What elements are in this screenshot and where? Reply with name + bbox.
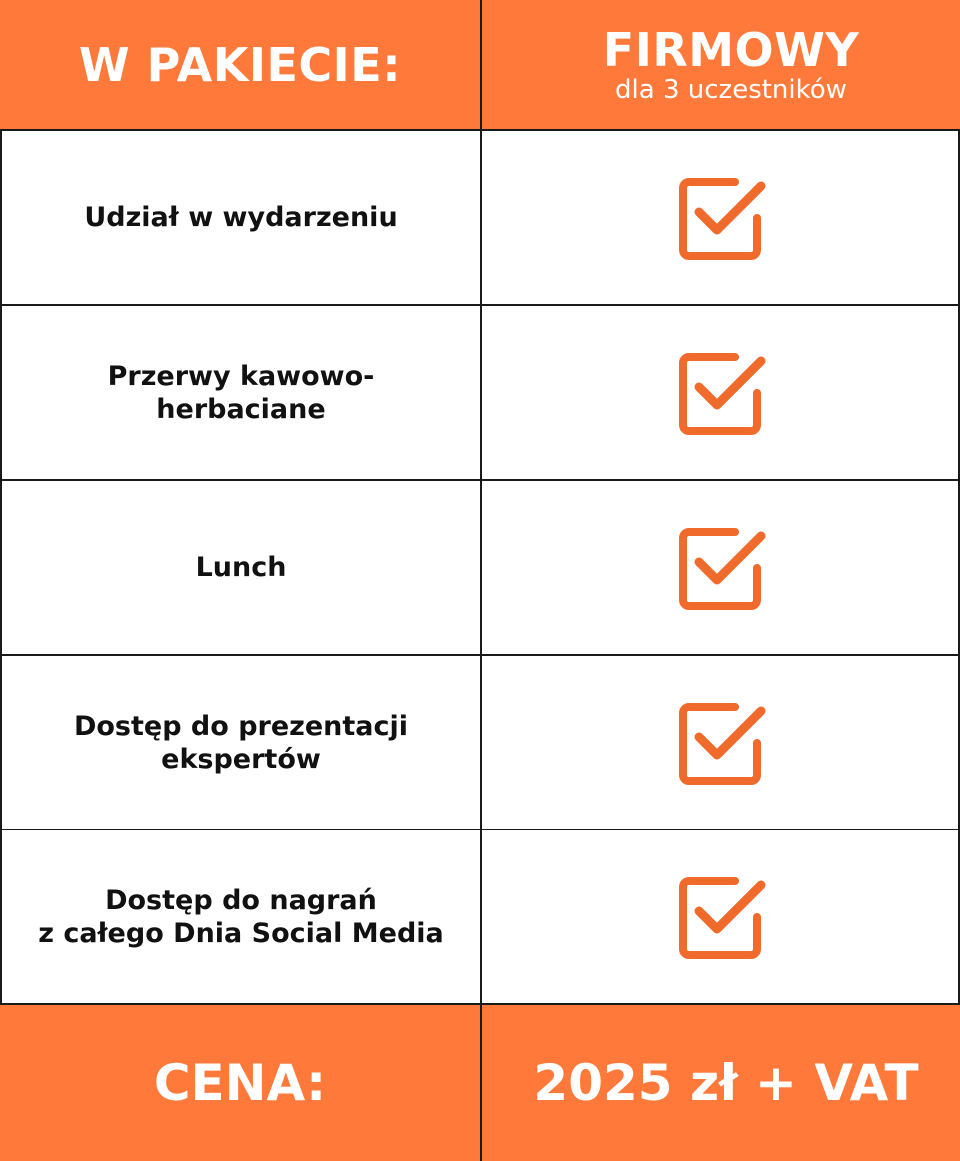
feature-label: Udział w wydarzeniu (0, 131, 480, 304)
table-row (0, 830, 960, 1005)
plan-subtitle: dla 3 uczestników (615, 74, 847, 105)
table-footer (0, 1005, 960, 1161)
feature-label: Lunch (0, 481, 480, 654)
checkbox-checked-icon (679, 699, 767, 787)
feature-status (480, 830, 960, 1003)
table-row (0, 131, 960, 306)
feature-status (480, 656, 960, 829)
price-label: CENA: (153, 1054, 327, 1112)
feature-status (480, 481, 960, 654)
table-header (0, 0, 960, 131)
table-row (0, 656, 960, 831)
price-value: 2025 zł + VAT (480, 1005, 960, 1161)
feature-status (480, 131, 960, 304)
feature-label: Dostęp do nagrań z całego Dnia Social Media (0, 830, 480, 1003)
package-header-label: W PAKIECIE: (78, 37, 402, 92)
checkbox-checked-icon (679, 524, 767, 612)
checkbox-checked-icon (679, 174, 767, 262)
checkbox-checked-icon (679, 873, 767, 961)
table-row (0, 481, 960, 656)
plan-header (480, 0, 960, 129)
plan-name: FIRMOWY (602, 22, 860, 77)
feature-status (480, 306, 960, 479)
table-row (0, 306, 960, 481)
checkbox-checked-icon (679, 349, 767, 437)
feature-label: Dostęp do prezentacji ekspertów (0, 656, 480, 829)
feature-label: Przerwy kawowo-herbaciane (0, 306, 480, 479)
